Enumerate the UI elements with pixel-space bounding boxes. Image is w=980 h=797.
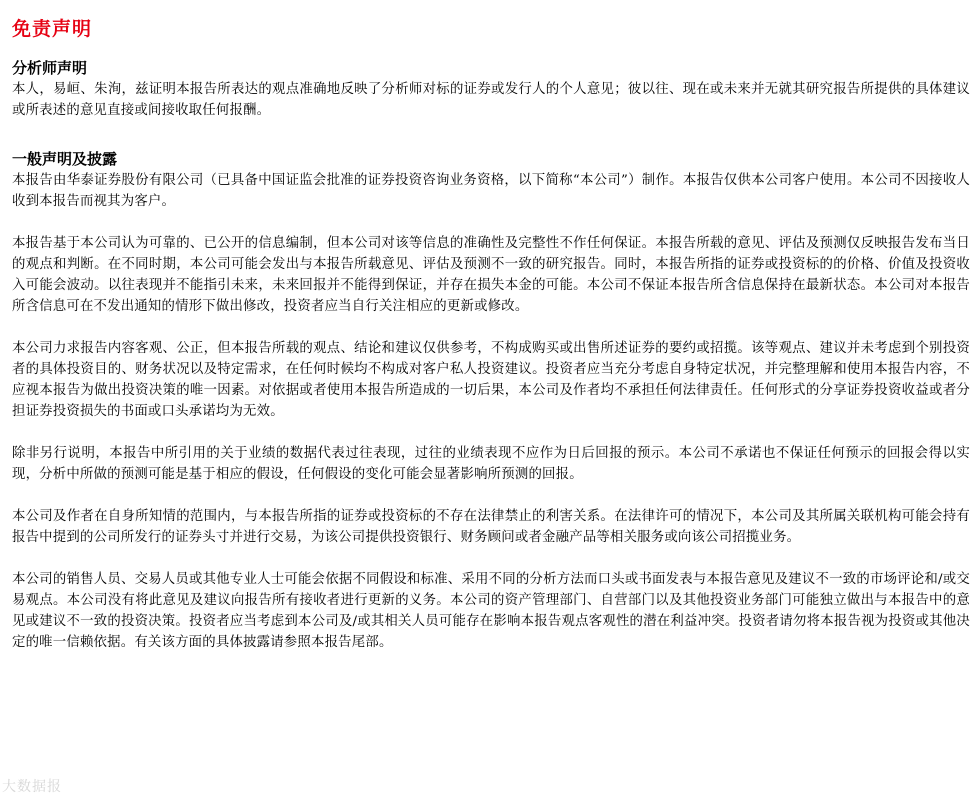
paragraph: 本公司及作者在自身所知情的范围内，与本报告所指的证券或投资标的不存在法律禁止的利害关系。在法律许可的情况下，本公司及其所属关联机构可能会持有报告中提到的公司所发行的证券头寸并进行交易，为该公司提供投资银行、财务顾问或者金融产品等相关服务或向该公司招揽业务。: [12, 509, 970, 545]
paragraph: 除非另行说明，本报告中所引用的关于业绩的数据代表过往表现，过往的业绩表现不应作为日后回报的预示。本公司不承诺也不保证任何预示的回报会得以实现，分析中所做的预测可能是基于相应的假设，任何假设的变化可能会显著影响所预测的回报。: [12, 446, 970, 482]
paragraph: 本报告由华泰证券股份有限公司（已具备中国证监会批准的证券投资咨询业务资格，以下简称“本公司”）制作。本报告仅供本公司客户使用。本公司不因接收人收到本报告而视其为客户。: [12, 173, 970, 209]
watermark: 大数据报: [2, 779, 62, 795]
disclaimer-page: [12, 14, 970, 653]
paragraph: 本公司力求报告内容客观、公正，但本报告所载的观点、结论和建议仅供参考，不构成购买或出售所述证券的要约或招揽。该等观点、建议并未考虑到个别投资者的具体投资目的、财务状况以及特定需求，在任何时候均不构成对客户私人投资建议。投资者应当充分考虑自身特定状况，并完整理解和使用本报告内容，不应视本报告为做出投资决策的唯一因素。对依据或者使用本报告所造成的一切后果，本公司及作者均不承担任何法律责任。任何形式的分享证券投资收益或者分担证券投资损失的书面或口头承诺均为无效。: [12, 341, 970, 419]
page-title: 免责声明: [12, 18, 93, 40]
section-heading: 分析师声明: [12, 59, 88, 77]
paragraph: 本人，易峘、朱洵，兹证明本报告所表达的观点准确地反映了分析师对标的证券或发行人的个人意见；彼以往、现在或未来并无就其研究报告所提供的具体建议或所表述的意见直接或间接收取任何报酬。: [12, 82, 970, 118]
section-heading: 一般声明及披露: [12, 150, 118, 168]
paragraph: 本报告基于本公司认为可靠的、已公开的信息编制，但本公司对该等信息的准确性及完整性不作任何保证。本报告所载的意见、评估及预测仅反映报告发布当日的观点和判断。在不同时期，本公司可能会发出与本报告所载意见、评估及预测不一致的研究报告。同时，本报告所指的证券或投资标的的价格、价值及投资收入可能会波动。以往表现并不能指引未来，未来回报并不能得到保证，并存在损失本金的可能。本公司不保证本报告所含信息保持在最新状态。本公司对本报告所含信息可在不发出通知的情形下做出修改，投资者应当自行关注相应的更新或修改。: [12, 236, 970, 314]
paragraph-spacer: [12, 317, 970, 338]
section-spacer: [12, 121, 970, 149]
paragraph-spacer: [12, 548, 970, 569]
paragraph-spacer: [12, 212, 970, 233]
analyst-statement-section: [12, 58, 970, 121]
paragraph-spacer: [12, 422, 970, 443]
paragraph-spacer: [12, 485, 970, 506]
general-disclosure-section: [12, 149, 970, 653]
paragraph: 本公司的销售人员、交易人员或其他专业人士可能会依据不同假设和标准、采用不同的分析方法而口头或书面发表与本报告意见及建议不一致的市场评论和/或交易观点。本公司没有将此意见及建议向报告所有接收者进行更新的义务。本公司的资产管理部门、自营部门以及其他投资业务部门可能独立做出与本报告中的意见或建议不一致的投资决策。投资者应当考虑到本公司及/或其相关人员可能存在影响本报告观点客观性的潜在利益冲突。投资者请勿将本报告视为投资或其他决定的唯一信赖依据。有关该方面的具体披露请参照本报告尾部。: [12, 572, 970, 650]
